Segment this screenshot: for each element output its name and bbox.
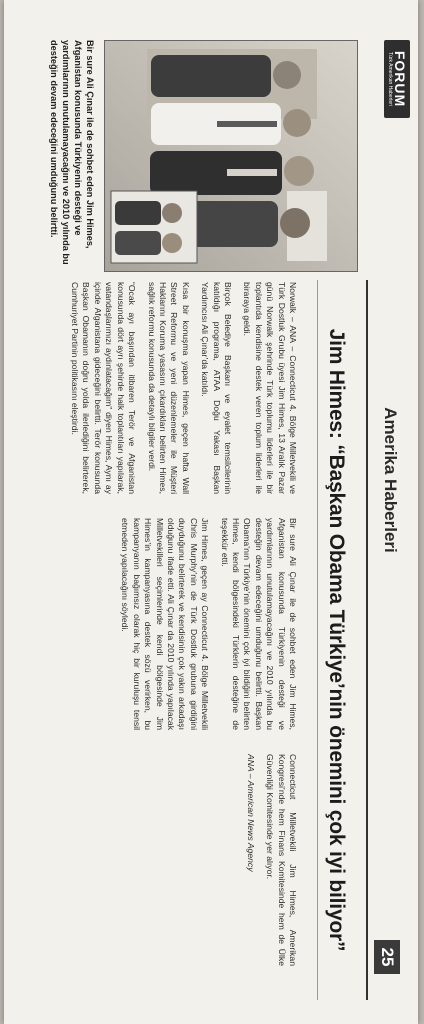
section-title: Amerika Haberleri (381, 407, 400, 553)
logo-word: FORUM (392, 50, 408, 108)
paragraph: Norwalk – ANA – Connecticut 4. Bölge Milletvekili ve Türk Dostluk Grubu üyesi Jim Himes, 13 Aralık Pazar günü Norwalk şehrinde Türk toplumu liderleri ile bir toplantıda kendisine destek veren toplum liderleri ile biraraya geldi. (242, 282, 298, 494)
photo-caption: Bir sure Ali Çınar ile de sohbet eden Jim Himes, Afganistan konusunda Türkiyenin desteği ve yardımlarının unutulamayacağını ve 2010 yılında bu desteğin devam edeceğini umduğunu belirtti. (49, 40, 95, 265)
header-rule (366, 280, 368, 1000)
paragraph: Birçok Belediye Başkanı ve eyalet temsilcilerinin katıldığı programa, ATAA Doğu Yakası Başkan Yardımcısı Ali Çınar’da katıldı. (200, 282, 233, 494)
page-number: 25 (374, 940, 400, 974)
article-headline: Jim Himes: “Başkan Obama Türkiye’nin önemini çok iyi biliyor” (317, 280, 348, 1000)
forum-logo (384, 40, 410, 118)
paragraph: Bir sure Ali Çınar ile de sohbet eden Jim Himes, Afganistan konusunda Türkiyenin desteği ve yardımlarının unutulamayacağını ve 2010 yılında bu desteğin devam edeceğini umduğunu belirtti. Başkan Obama’nın Türkiye’nin önemini çok iyi bildiğini belirten Himes, kendi bölgesindeki Türklerin desteğine de teşekkür etti. (219, 518, 298, 730)
paragraph: Jim Himes, geçen ay Connecticut 4. Bölge Milletvekili Chris Murphy’nin de Türk Dostluk grubuna girdiğini duyduğunu belirterek ve kendisinin çok yakın arkadaşı olduğunu ifade etti. Ali Çınar da 2010 yılında yapılacak Milletvekilleri seçimlerinde kendi bölgesinde Jim Himes’in kampanyasına destek sözü verirken, bu kampanyanın bağımsız olarak hiç bir kuruluşu tensil etmeden yapılacağını söyledi. (120, 518, 211, 730)
article-byline: ANA – American News Agency (245, 754, 256, 872)
newspaper-page (4, 0, 418, 1024)
page-content (4, 0, 418, 1024)
paragraph: Connecticut Milletvekili Jim Himes, Amerikan Kongresi’nde hem Finans Komitesinde hem de Ülke Güvenliği Komitesinde yer alıyor. (265, 754, 298, 966)
article-column-3 (18, 754, 298, 966)
group-photo-image (105, 41, 357, 271)
article-photo (104, 40, 358, 272)
paragraph: “Ocak ayı başından itibaren Terör ve Afganistan konusunda dört ayrı şehirde halk toplantıları yapılarak, vatandaşlarımızı aydınlatacağım” diyen Himes, Aynı ay içinde Afganistana gideceğini belirtti. Terör konusunda Başkan Obamanın doğru yolda ilerlediğini belirterek, Cumhuriyet Partinin politikasını eleştirdi. (70, 282, 138, 494)
article-column-1 (18, 282, 298, 494)
logo-subtitle: Türk Amerikan Haberleri (387, 52, 393, 106)
paragraph: Kısa bir konuşma yapan Himes, geçen hafta Wall Street Reformu ve yeni düzenlemeler ile Müşteri Haklarını Koruma yasasını çıkardıkları belirten Himes, sağlık reformu konusunda da detaylı bilgiler verdi. (146, 282, 191, 494)
article-column-2 (18, 518, 298, 730)
